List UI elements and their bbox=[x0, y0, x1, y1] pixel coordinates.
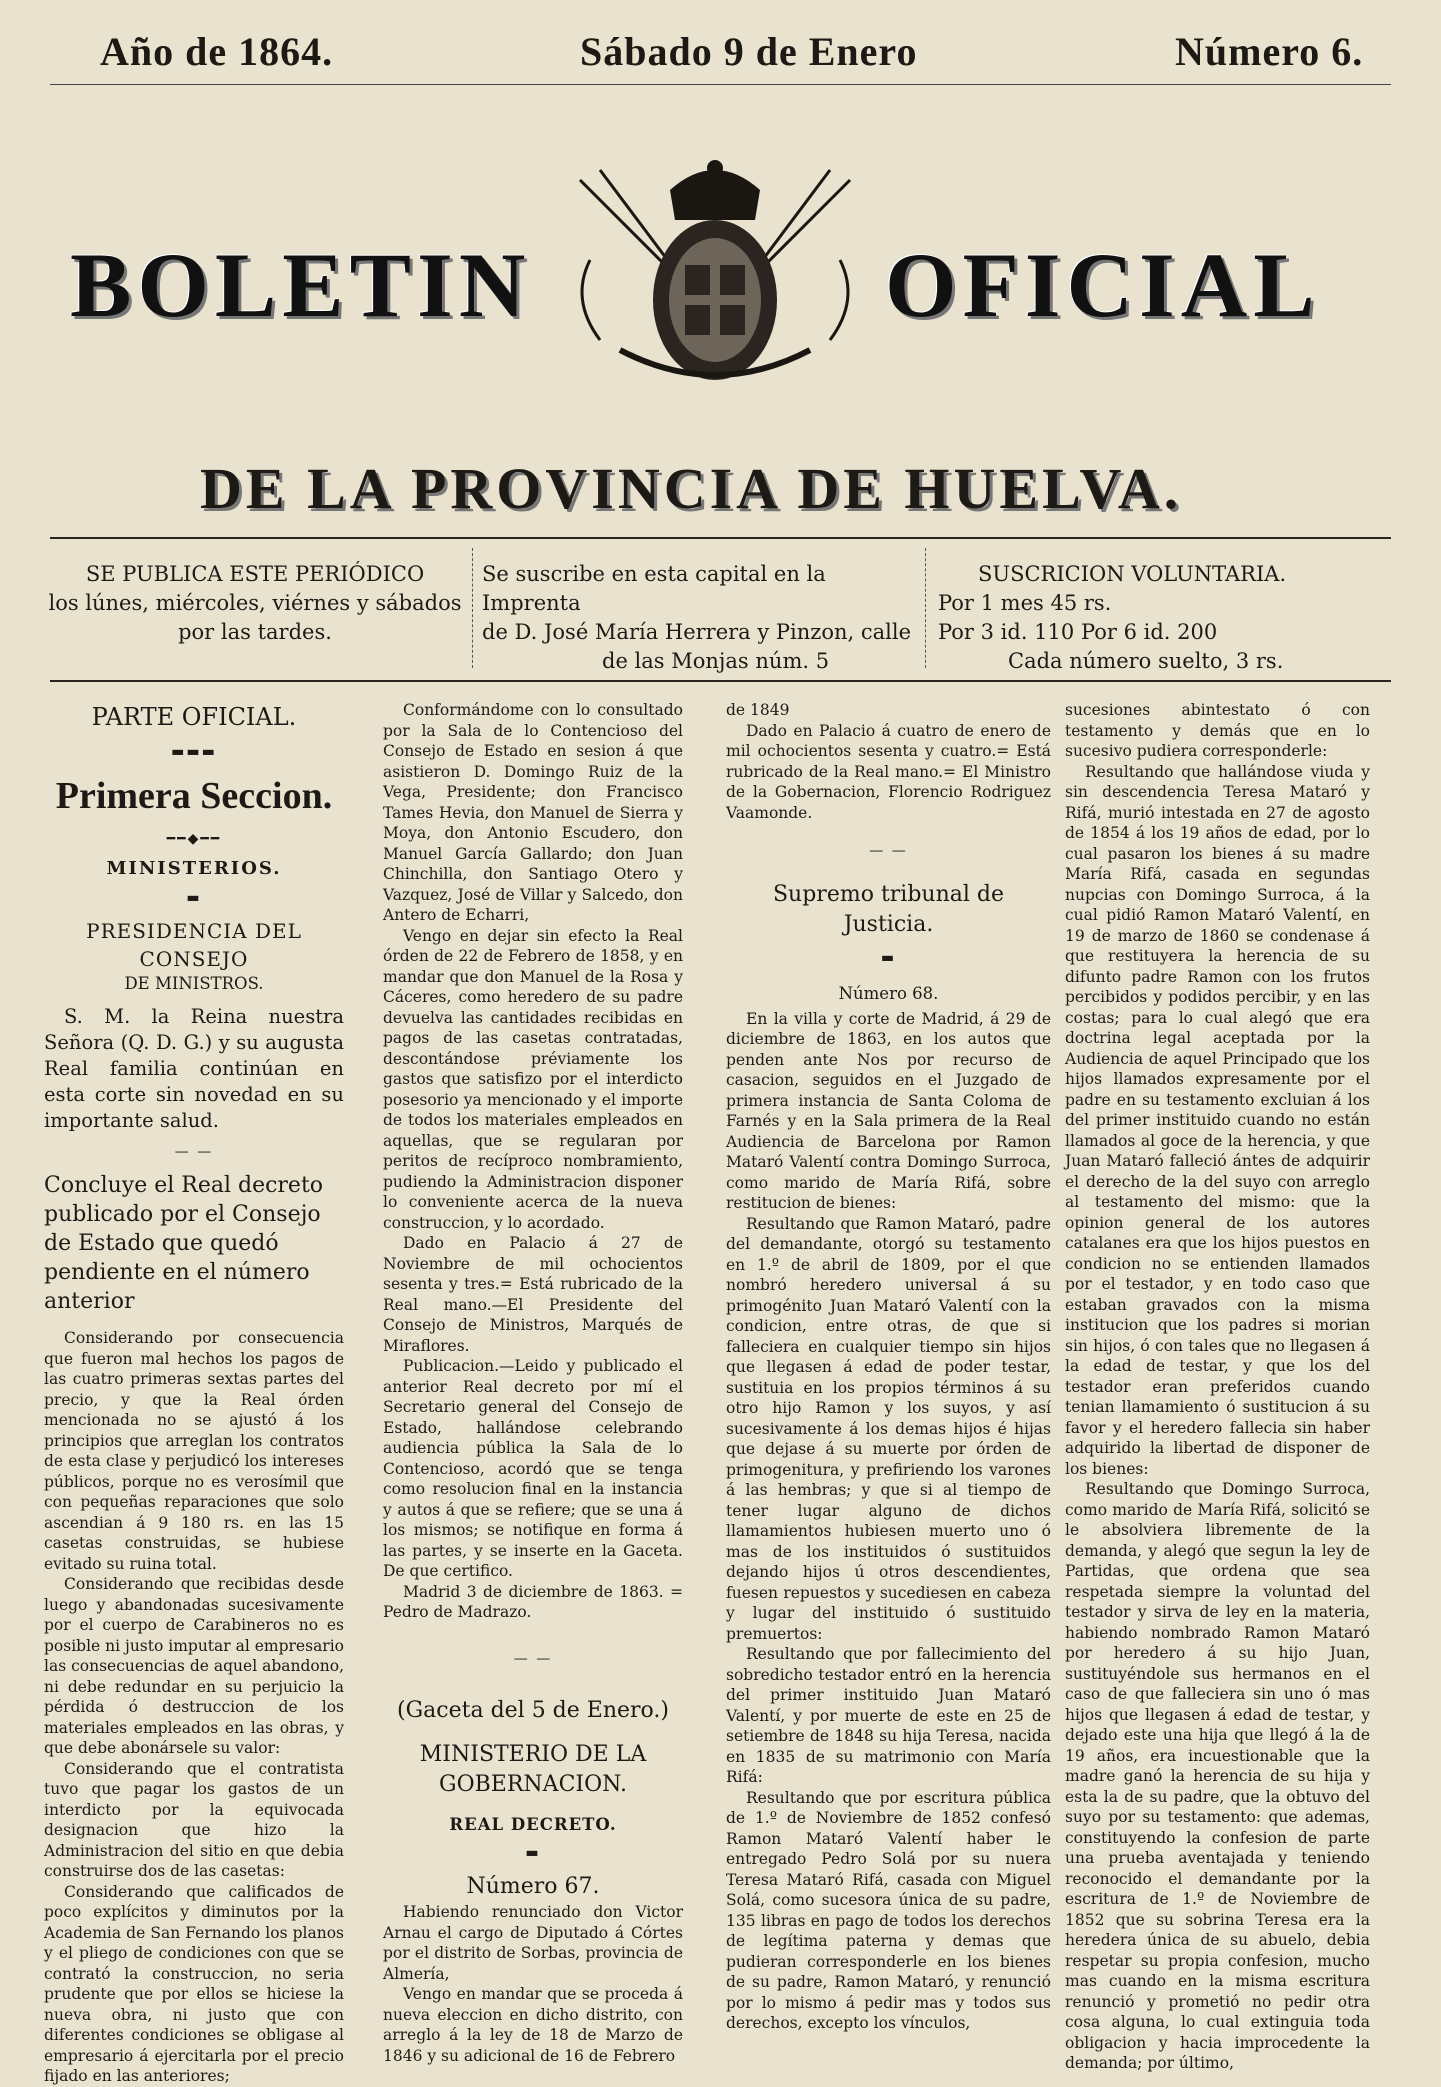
ornament-divider: ▬ bbox=[880, 950, 897, 967]
paragraph: Dado en Palacio á 27 de Noviembre de mil ochocientos sesenta y tres.= Está rubricado de la Real mano.—El Presidente del Consejo de Ministros, Marqués de Miraflores. bbox=[383, 1234, 683, 1355]
ornament-divider: ▬ bbox=[525, 1844, 541, 1861]
paragraph: Publicacion.—Leido y publicado el anterior Real decreto por mí el Secretario general del Consejo de Estado, hallándose celebrando audiencia pública la Sala de lo Contencioso, acordó que se tenga como resolucion final en la instancia y autos á que se refiere; que se una á los mismos; se notifique en forma á las partes, y se inserte en la Gaceta. De que certifico. bbox=[383, 1357, 683, 1580]
masthead-title-left: BOLETIN bbox=[70, 234, 532, 336]
paragraph: Resultando que Domingo Surroca, como marido de María Rifá, solicitó se le absolviera libremente de la demanda, y alegó que segun la ley de Partidas, que ordena que sea respetada siempre la voluntad del testador y sirva de ley en la materia, habiendo nombrado Ramon Mataró por heredero á su hijo Juan, sustituyéndole sus hermanos en el caso de que falleciera sin uno ó mas hijos que llegasen á edad de testar, y dejado este una hija que llegó á la de 19 años, era incuestionable que la madre ganó la herencia de su hija y esta la de su padre, que la obtuvo del suyo por su testamento: que ademas, constituyendo la confesion de parte una prueba aventajada y teniendo reconocido el demandante por la escritura de 1.º de Noviembre de 1852 que su sobrina Teresa era la heredera única de su abuelo, debia respetar su propia confesion, mucho mas cuando en la misma escritura renunció y prometió no pedir otra cosa alguna, lo cual extinguia toda obligacion y hacia improcedente la demanda; por último, bbox=[1065, 1480, 1370, 2072]
schedule-line-2: los lúnes, miércoles, viérnes y sábados bbox=[48, 591, 462, 615]
heading-presidencia: PRESIDENCIA DEL CONSEJO bbox=[86, 918, 302, 971]
paragraph: Vengo en dejar sin efecto la Real órden de 22 de Febrero de 1858, y en mandar que don Manuel de la Rosa y Cáceres, como heredero de su padre devuelva las cantidades recibidas en pagos de las casetas contratadas, descontándose préviamente los gastos que satisfizo por el interdicto posesorio ya mencionado y el importe de todos los materiales empleados en aquellas, que se regularan por peritos de recíproco nombramiento, pudiendo la Administracion disponer lo conveniente acerca de la nueva construccion, y lo acordado. bbox=[383, 926, 683, 1232]
ornament-divider: ▬▬▬ bbox=[171, 744, 217, 760]
heading-ministros: DE MINISTROS. bbox=[124, 973, 264, 993]
prices-line-2: Por 3 id. 110 Por 6 id. 200 bbox=[938, 620, 1218, 644]
info-top-rule bbox=[50, 537, 1391, 539]
header-rule bbox=[50, 84, 1391, 85]
prices-line-3: Cada número suelto, 3 rs. bbox=[1008, 649, 1284, 673]
heading-concluye: Concluye el Real decreto publicado por el Consejo de Estado que quedó pendiente en el número anterior bbox=[44, 1173, 324, 1315]
ornament-divider: — — bbox=[513, 1650, 553, 1667]
subscription-address bbox=[482, 560, 914, 676]
column-1 bbox=[44, 700, 344, 2087]
royal-crest-emblem bbox=[560, 150, 870, 400]
paragraph: Conformándome con lo consultado por la Sala de lo Contencioso del Consejo de Estado en sesion á que asistieron D. Domingo Ruiz de la Vega, Presidente; don Francisco Tames Hevia, don Manuel de Sierra y Moya, don Antonio Escudero, don Manuel García Gallardo; don Juan Chinchilla, don Santiago Otero y Vazquez, José de Villar y Salcedo, don Antero de Echarri, bbox=[383, 701, 683, 924]
paragraph: sucesiones abintestato ó con testamento y demás que en lo sucesivo pudiera corresponderle: bbox=[1065, 701, 1370, 760]
info-divider bbox=[925, 548, 926, 668]
paragraph: Madrid 3 de diciembre de 1863. = Pedro de Madrazo. bbox=[383, 1582, 683, 1621]
paragraph: Resultando que por escritura pública de 1.º de Noviembre de 1852 confesó Ramon Mataró Valentí haber le entregado Pedro Solá por su nuera Teresa Mataró Rifá, casada con Miguel Solá, como sucesora única de su padre, 135 libras en pago de todos los derechos de legítima paterna y demas que pudieran corresponderle en los bienes de su padre, Ramon Mataró, y renunció por lo mismo á pedir mas y todos sus derechos, excepto los vínculos, bbox=[726, 1788, 1051, 2033]
masthead-subtitle: DE LA PROVINCIA DE HUELVA. bbox=[200, 456, 1183, 521]
prices-line-1: Por 1 mes 45 rs. bbox=[938, 591, 1112, 615]
schedule-line-3: por las tardes. bbox=[178, 620, 332, 644]
issue-date: Sábado 9 de Enero bbox=[580, 29, 918, 74]
paragraph: de 1849 bbox=[726, 701, 790, 719]
paragraph: Considerando por consecuencia que fueron mal hechos los pagos de las cuatro primeras sextas partes del precio, y que la Real órden mencionada no se ajustó á los principios que arreglan los contratos de esta clase y perjudicó los intereses públicos, porque no es verosímil que con pequeñas reparaciones que solo ascendian á 9 180 rs. en las 15 casetas construidas, se hubiese evitado su ruina total. bbox=[44, 1329, 344, 1573]
paragraph: En la villa y corte de Madrid, á 29 de diciembre de 1863, en los autos que penden ante Nos por recurso de casacion, seguidos en el Juzgado de primera instancia de Santa Coloma de Farnés y en la Sala primera de la Real Audiencia de Barcelona por Ramon Mataró Valentí contra Domingo Surroca, como marido de María Rifá, sobre restitucion de bienes: bbox=[726, 1009, 1051, 1213]
paragraph: Habiendo renunciado don Victor Arnau el cargo de Diputado á Córtes por el distrito de Sorbas, provincia de Almería, bbox=[383, 1903, 683, 1983]
heading-numero-67: Número 67. bbox=[466, 1874, 600, 1900]
issue-number: Número 6. bbox=[1175, 29, 1364, 74]
section-parte-oficial: PARTE OFICIAL. bbox=[91, 703, 297, 731]
paragraph-reina: S. M. la Reina nuestra Señora (Q. D. G.) y su augusta Real familia continúan en esta corte sin novedad en su importante salud. bbox=[44, 1005, 344, 1133]
paragraph: Resultando que Ramon Mataró, padre del demandante, otorgó su testamento en 1.º de abril de 1809, por el que nombró heredero universal á su primogénito Juan Mataró Valentí con la condicion, entre otras, de que si falleciera en cualquier tiempo sin hijos que llegasen á edad de poder testar, sustituia en los propios términos á su otro hijo Ramon y los suyos, y así sucesivamente á los demas hijos é hijas que dejase á su muerte por órden de primogenitura, y prefiriendo los varones á las hembras; y que si al tiempo de tener lugar alguno de dichos llamamientos hubiesen muerto uno ó mas de los instituidos ó sustituidos dejando hijos ú otros descendientes, fuesen repuestos y sucediesen en cabeza y lugar del instituido ó sustituido premuertos: bbox=[726, 1214, 1051, 1643]
heading-ministerios: MINISTERIOS. bbox=[106, 858, 282, 880]
paragraph: Dado en Palacio á cuatro de enero de mil ochocientos sesenta y cuatro.= Está rubricado de la Real mano.= El Ministro de la Gobernacion, Florencio Rodriguez Vaamonde. bbox=[726, 721, 1051, 822]
heading-gaceta: (Gaceta del 5 de Enero.) bbox=[397, 1697, 669, 1723]
subscription-prices bbox=[938, 560, 1308, 676]
publication-schedule bbox=[45, 560, 465, 647]
address-line-3: de las Monjas núm. 5 bbox=[602, 649, 830, 673]
heading-numero-68: Número 68. bbox=[838, 984, 939, 1004]
address-line-1: Se suscribe en esta capital en la Imprenta bbox=[482, 562, 826, 615]
heading-ministerio-gobernacion: MINISTERIO DE LA GOBERNACION. bbox=[419, 1741, 647, 1797]
paragraph: Vengo en mandar que se proceda á nueva eleccion en dicho distrito, con arreglo á la ley de 18 de Marzo de 1846 y su adicional de 16 de Febrero bbox=[383, 1985, 683, 2065]
ornament-divider: — — bbox=[174, 1144, 214, 1161]
section-primera-seccion: Primera Seccion. bbox=[55, 775, 333, 818]
info-divider bbox=[472, 548, 473, 668]
paragraph: Considerando que el contratista tuvo que pagar los gastos de un interdicto por la equivocada designacion que hizo la Administracion del sitio en que debia construirse dos de las casetas: bbox=[44, 1759, 344, 1881]
column-2 bbox=[383, 700, 683, 2066]
paragraph: Considerando que calificados de poco explícitos y diminutos por la Academia de San Fernando los planos y el pliego de condiciones con que se contrató la construccion, no seria prudente que por ellos se hiciese la nueva obra, ni justo que con diferentes condiciones se obligase al empresario á ejercitarla por el precio fijado en las anteriores; bbox=[44, 1882, 344, 2086]
ornament-divider: ━━◆━━ bbox=[166, 831, 222, 848]
schedule-line-1: SE PUBLICA ESTE PERIÓDICO bbox=[85, 562, 425, 586]
masthead-title-right: OFICIAL bbox=[885, 234, 1321, 336]
ornament-divider: ▬ bbox=[186, 889, 202, 906]
column-4 bbox=[1065, 700, 1370, 2074]
prices-title: SUSCRICION VOLUNTARIA. bbox=[978, 562, 1287, 586]
heading-supremo-tribunal: Supremo tribunal de Justicia. bbox=[772, 882, 1005, 938]
address-line-2: de D. José María Herrera y Pinzon, calle bbox=[482, 620, 912, 644]
column-3 bbox=[726, 700, 1051, 2034]
info-bottom-rule bbox=[50, 680, 1391, 682]
paragraph: Resultando que por fallecimiento del sobredicho testador entró en la herencia del primer instituido Juan Mataró Valentí, y por muerte de este en 25 de setiembre de 1848 su hija Teresa, nacida en 1835 de su matrimonio con María Rifá: bbox=[726, 1645, 1051, 1787]
heading-real-decreto: REAL DECRETO. bbox=[449, 1814, 617, 1834]
paragraph: Considerando que recibidas desde luego y abandonadas sucesivamente por el cuerpo de Carabineros no es posible ni justo imputar al empresario las consecuencias de aquel abandono, ni debe redundar en su perjuicio la pérdida ó destruccion de los materiales empleados en las obras, y que debe abonársele su valor: bbox=[44, 1575, 345, 1758]
issue-year: Año de 1864. bbox=[100, 29, 334, 74]
paragraph: Resultando que hallándose viuda y sin descendencia Teresa Mataró y Rifá, murió intestada en 27 de agosto de 1854 á los 19 años de edad, por lo cual pasaron los bienes á su madre María Rifá, casada en segundas nupcias con Domingo Surroca, á la cual pidió Ramon Mataró Valentí, en 19 de marzo de 1860 se condenase á que restituyera la herencia de su difunto padre Ramon con los frutos percibidos y podidos percibir, y en las costas; para lo cual alegó que era doctrina legal aceptada por la Audiencia de aquel Principado que los hijos llamados expresamente por el padre en su testamento excluian á los del primer instituido cuando no están llamados al goce de la herencia, y que Juan Mataró falleció ántes de adquirir el derecho de la del suyo con arreglo al testamento del mismo: que la opinion general de los autores catalanes era que los hijos puestos en condicion no se entienden llamados por el testador, y en todo caso que estaban gravados con la misma institucion que los padres si morian sin hijos, ó con tales que no llegasen á la edad de testar, y que los del testador eran preferidos cuando tenian llamamiento ó sustitucion á su favor y el heredero fallecia sin haber adquirido la libertad de disponer de los bienes: bbox=[1065, 762, 1370, 1478]
ornament-divider: — — bbox=[869, 843, 908, 859]
